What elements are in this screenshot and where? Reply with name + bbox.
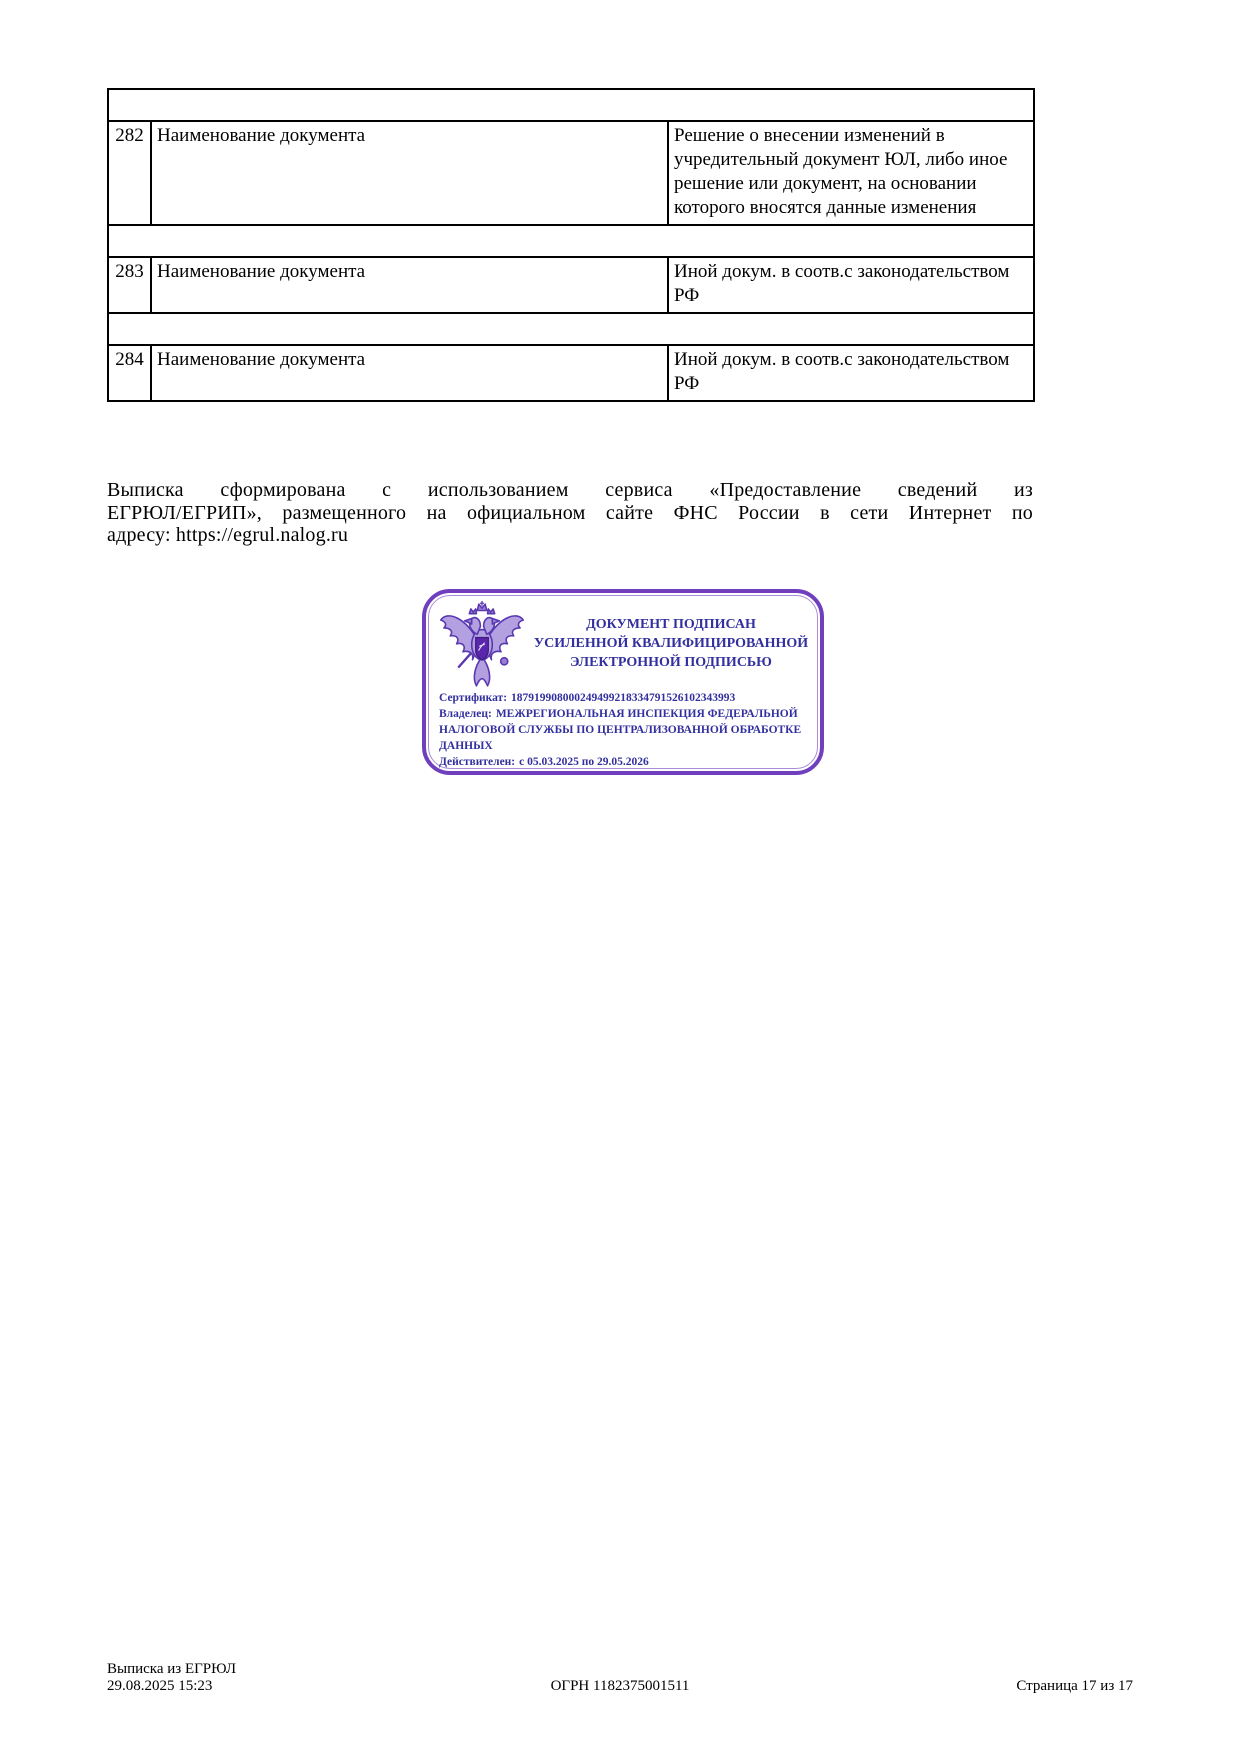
row-value: Иной докум. в соотв.с законодательством РФ xyxy=(668,257,1034,313)
certificate-line xyxy=(439,690,806,706)
owner-value: МЕЖРЕГИОНАЛЬНАЯ ИНСПЕКЦИЯ ФЕДЕРАЛЬНОЙ НАЛОГОВОЙ СЛУЖБЫ ПО ЦЕНТРАЛИЗОВАННОЙ ОБРАБОТКЕ ДАННЫХ xyxy=(439,708,802,752)
page-footer xyxy=(107,1661,1133,1694)
row-number: 283 xyxy=(108,257,151,313)
validity-value: с 05.03.2025 по 29.05.2026 xyxy=(519,756,649,768)
service-note-line: адресу: https://egrul.nalog.ru xyxy=(107,524,349,546)
validity-label: Действителен: xyxy=(439,756,516,768)
row-number: 284 xyxy=(108,345,151,401)
table-separator-row xyxy=(108,225,1034,257)
footer-doc-type: Выписка из ЕГРЮЛ xyxy=(107,1661,236,1677)
validity-line xyxy=(439,754,806,770)
footer-datetime: 29.08.2025 15:23 xyxy=(107,1677,213,1694)
row-label: Наименование документа xyxy=(151,121,668,225)
service-note-line: Выписка сформирована с использованием сервиса «Предоставление сведений из xyxy=(107,479,1033,501)
footer-ogrn: ОГРН 1182375001511 xyxy=(550,1677,690,1694)
service-note-line: ЕГРЮЛ/ЕГРИП», размещенного на официальном сайте ФНС России в сети Интернет по xyxy=(107,501,1033,524)
table-row xyxy=(108,345,1034,401)
stamp-title xyxy=(530,615,812,672)
stamp-title-line: ДОКУМЕНТ ПОДПИСАН xyxy=(586,617,756,632)
stamp-title-line: ЭЛЕКТРОННОЙ ПОДПИСЬЮ xyxy=(570,655,772,670)
row-label: Наименование документа xyxy=(151,345,668,401)
row-value: Решение о внесении изменений в учредительный документ ЮЛ, либо иное решение или документ, на основании которого вносятся данные изменения xyxy=(668,121,1034,225)
russian-coat-of-arms-icon xyxy=(434,601,530,693)
service-note xyxy=(107,479,1033,547)
footer-left xyxy=(107,1661,449,1694)
electronic-signature-stamp xyxy=(422,589,824,775)
owner-line xyxy=(439,706,806,754)
row-label: Наименование документа xyxy=(151,257,668,313)
stamp-info xyxy=(439,690,806,770)
certificate-label: Сертификат: xyxy=(439,692,508,704)
certificate-value: 187919908000249499218334791526102343993 xyxy=(511,692,736,704)
table-row xyxy=(108,257,1034,313)
row-value: Иной докум. в соотв.с законодательством РФ xyxy=(668,345,1034,401)
owner-label: Владелец: xyxy=(439,708,492,720)
footer-page-number: Страница 17 из 17 xyxy=(1016,1677,1133,1694)
table-row xyxy=(108,121,1034,225)
row-number: 282 xyxy=(108,121,151,225)
table-separator-row xyxy=(108,313,1034,345)
stamp-title-line: УСИЛЕННОЙ КВАЛИФИЦИРОВАННОЙ xyxy=(533,636,809,651)
table-separator-row xyxy=(108,89,1034,121)
details-table xyxy=(107,88,1035,402)
